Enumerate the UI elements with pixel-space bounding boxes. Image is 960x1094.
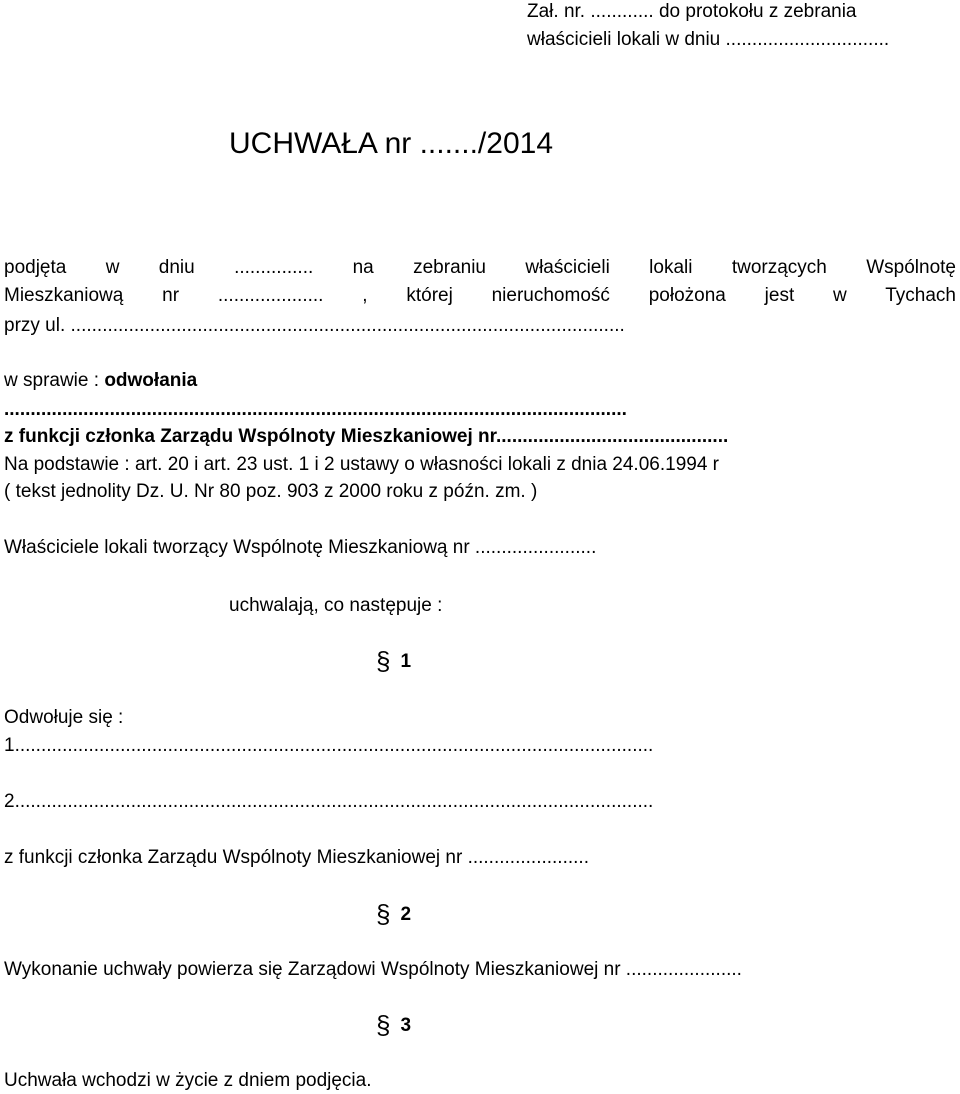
section-sign-1: § xyxy=(376,646,391,676)
legal-basis-line-2: ( tekst jednolity Dz. U. Nr 80 poz. 903 z 2000 roku z późn. zm. ) xyxy=(4,481,538,502)
subject-bold: odwołania xyxy=(104,370,198,391)
subject-prefix: w sprawie : xyxy=(4,370,105,391)
section-3-text: Uchwała wchodzi w życie z dniem podjęcia. xyxy=(4,1070,372,1091)
paragraph-1-heading xyxy=(376,646,412,676)
paragraph-2-heading xyxy=(376,899,412,929)
section-1-function-line: z funkcji członka Zarządu Wspólnoty Mieszkaniowej nr ....................... xyxy=(4,847,589,868)
subject-dots-line: ...................................................................................................................... xyxy=(4,399,627,420)
intro-line-2: Mieszkaniową nr .................... , której nieruchomość położona jest w Tychach xyxy=(4,285,956,306)
dismiss-line: Odwołuje się : xyxy=(4,707,124,728)
attachment-header xyxy=(527,0,889,54)
paragraph-3-number: 3 xyxy=(400,1015,412,1036)
intro-line-3: przy ul. ......................................................................................................... xyxy=(4,315,625,336)
subject-line xyxy=(4,369,197,393)
dismiss-item-1: 1......................................................................................................................... xyxy=(4,735,654,756)
section-sign-2: § xyxy=(376,899,391,929)
paragraph-2-number: 2 xyxy=(400,904,412,925)
attachment-header-line-2: właścicieli lokali w dniu ............................... xyxy=(527,29,890,50)
attachment-header-line-1: Zał. nr. ............ do protokołu z zebrania xyxy=(527,1,857,22)
section-sign-3: § xyxy=(376,1010,391,1040)
paragraph-1-number: 1 xyxy=(400,651,412,672)
resolution-title: UCHWAŁA nr ......./2014 xyxy=(229,127,554,160)
subject-function-line: z funkcji członka Zarządu Wspólnoty Mieszkaniowej nr............................................ xyxy=(4,426,729,447)
owners-line: Właściciele lokali tworzący Wspólnotę Mieszkaniową nr ....................... xyxy=(4,537,597,558)
intro-line-1: podjęta w dniu ............... na zebraniu właścicieli lokali tworzących Wspólnotę xyxy=(4,257,956,278)
section-2-text: Wykonanie uchwały powierza się Zarządowi Wspólnoty Mieszkaniowej nr ...................... xyxy=(4,959,742,980)
resolve-line: uchwalają, co następuje : xyxy=(229,595,443,616)
legal-basis-line-1: Na podstawie : art. 20 i art. 23 ust. 1 i 2 ustawy o własności lokali z dnia 24.06.1994 r xyxy=(4,454,719,475)
dismiss-item-2: 2......................................................................................................................... xyxy=(4,791,654,812)
paragraph-3-heading xyxy=(376,1010,412,1040)
